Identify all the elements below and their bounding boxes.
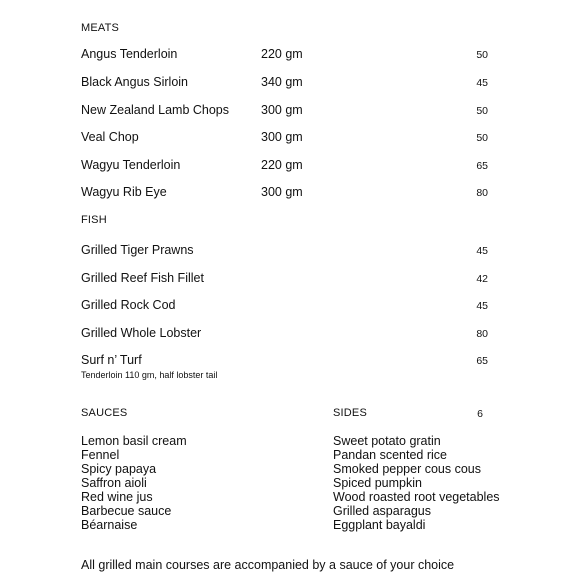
menu-item-weight: 300 gm <box>261 130 303 144</box>
fish-heading: FISH <box>81 214 107 226</box>
menu-item-name: Grilled Tiger Prawns <box>81 243 194 257</box>
menu-item-name: Wagyu Rib Eye <box>81 185 167 199</box>
menu-item-price: 50 <box>476 132 488 144</box>
side-item: Smoked pepper cous cous <box>333 462 482 476</box>
menu-item-name: Grilled Reef Fish Fillet <box>81 271 204 285</box>
footer-note: All grilled main courses are accompanied by a sauce of your choice <box>81 558 455 572</box>
side-item: Sweet potato gratin <box>333 434 441 448</box>
sides-price: 6 <box>477 408 483 420</box>
menu-item-name: Surf n’ Turf <box>81 353 142 367</box>
sauce-item: Saffron aioli <box>81 476 147 490</box>
menu-item-name: New Zealand Lamb Chops <box>81 103 229 117</box>
menu-item-weight: 300 gm <box>261 185 303 199</box>
menu-item-name: Black Angus Sirloin <box>81 75 189 89</box>
sauce-item: Red wine jus <box>81 490 153 504</box>
menu-item-price: 80 <box>476 328 488 340</box>
menu-item-weight: 220 gm <box>261 47 303 61</box>
menu-item-price: 45 <box>476 77 488 89</box>
sides-list <box>333 434 500 532</box>
menu-item-weight: 340 gm <box>261 75 303 89</box>
side-item: Pandan scented rice <box>333 448 447 462</box>
menu-item-note: Tenderloin 110 gm, half lobster tail <box>81 370 218 380</box>
menu-item-price: 50 <box>476 49 488 61</box>
sauces-heading: SAUCES <box>81 407 128 419</box>
side-item: Grilled asparagus <box>333 504 431 518</box>
menu-item-name: Veal Chop <box>81 130 139 144</box>
sides-heading: SIDES <box>333 407 368 419</box>
menu-item-name: Wagyu Tenderloin <box>81 158 181 172</box>
menu-item-name: Grilled Rock Cod <box>81 298 176 312</box>
menu-item-price: 50 <box>476 105 488 117</box>
sauce-item: Spicy papaya <box>81 462 157 476</box>
sauce-item: Barbecue sauce <box>81 504 172 518</box>
sauce-item: Fennel <box>81 448 120 462</box>
menu-item-price: 65 <box>476 355 488 367</box>
menu-item-price: 42 <box>476 273 488 285</box>
menu-item-price: 45 <box>476 300 488 312</box>
sauce-item: Béarnaise <box>81 518 138 532</box>
sauce-item: Lemon basil cream <box>81 434 187 448</box>
side-item: Spiced pumpkin <box>333 476 422 490</box>
side-item: Wood roasted root vegetables <box>333 490 500 504</box>
menu-item-price: 45 <box>476 245 488 257</box>
menu-item-weight: 300 gm <box>261 103 303 117</box>
menu-item-name: Grilled Whole Lobster <box>81 326 202 340</box>
sauces-list <box>81 434 187 532</box>
side-item: Eggplant bayaldi <box>333 518 426 532</box>
menu-item-weight: 220 gm <box>261 158 303 172</box>
meats-heading: MEATS <box>81 22 120 34</box>
menu-item-price: 65 <box>476 160 488 172</box>
menu-item-price: 80 <box>476 187 488 199</box>
menu-item-name: Angus Tenderloin <box>81 47 178 61</box>
